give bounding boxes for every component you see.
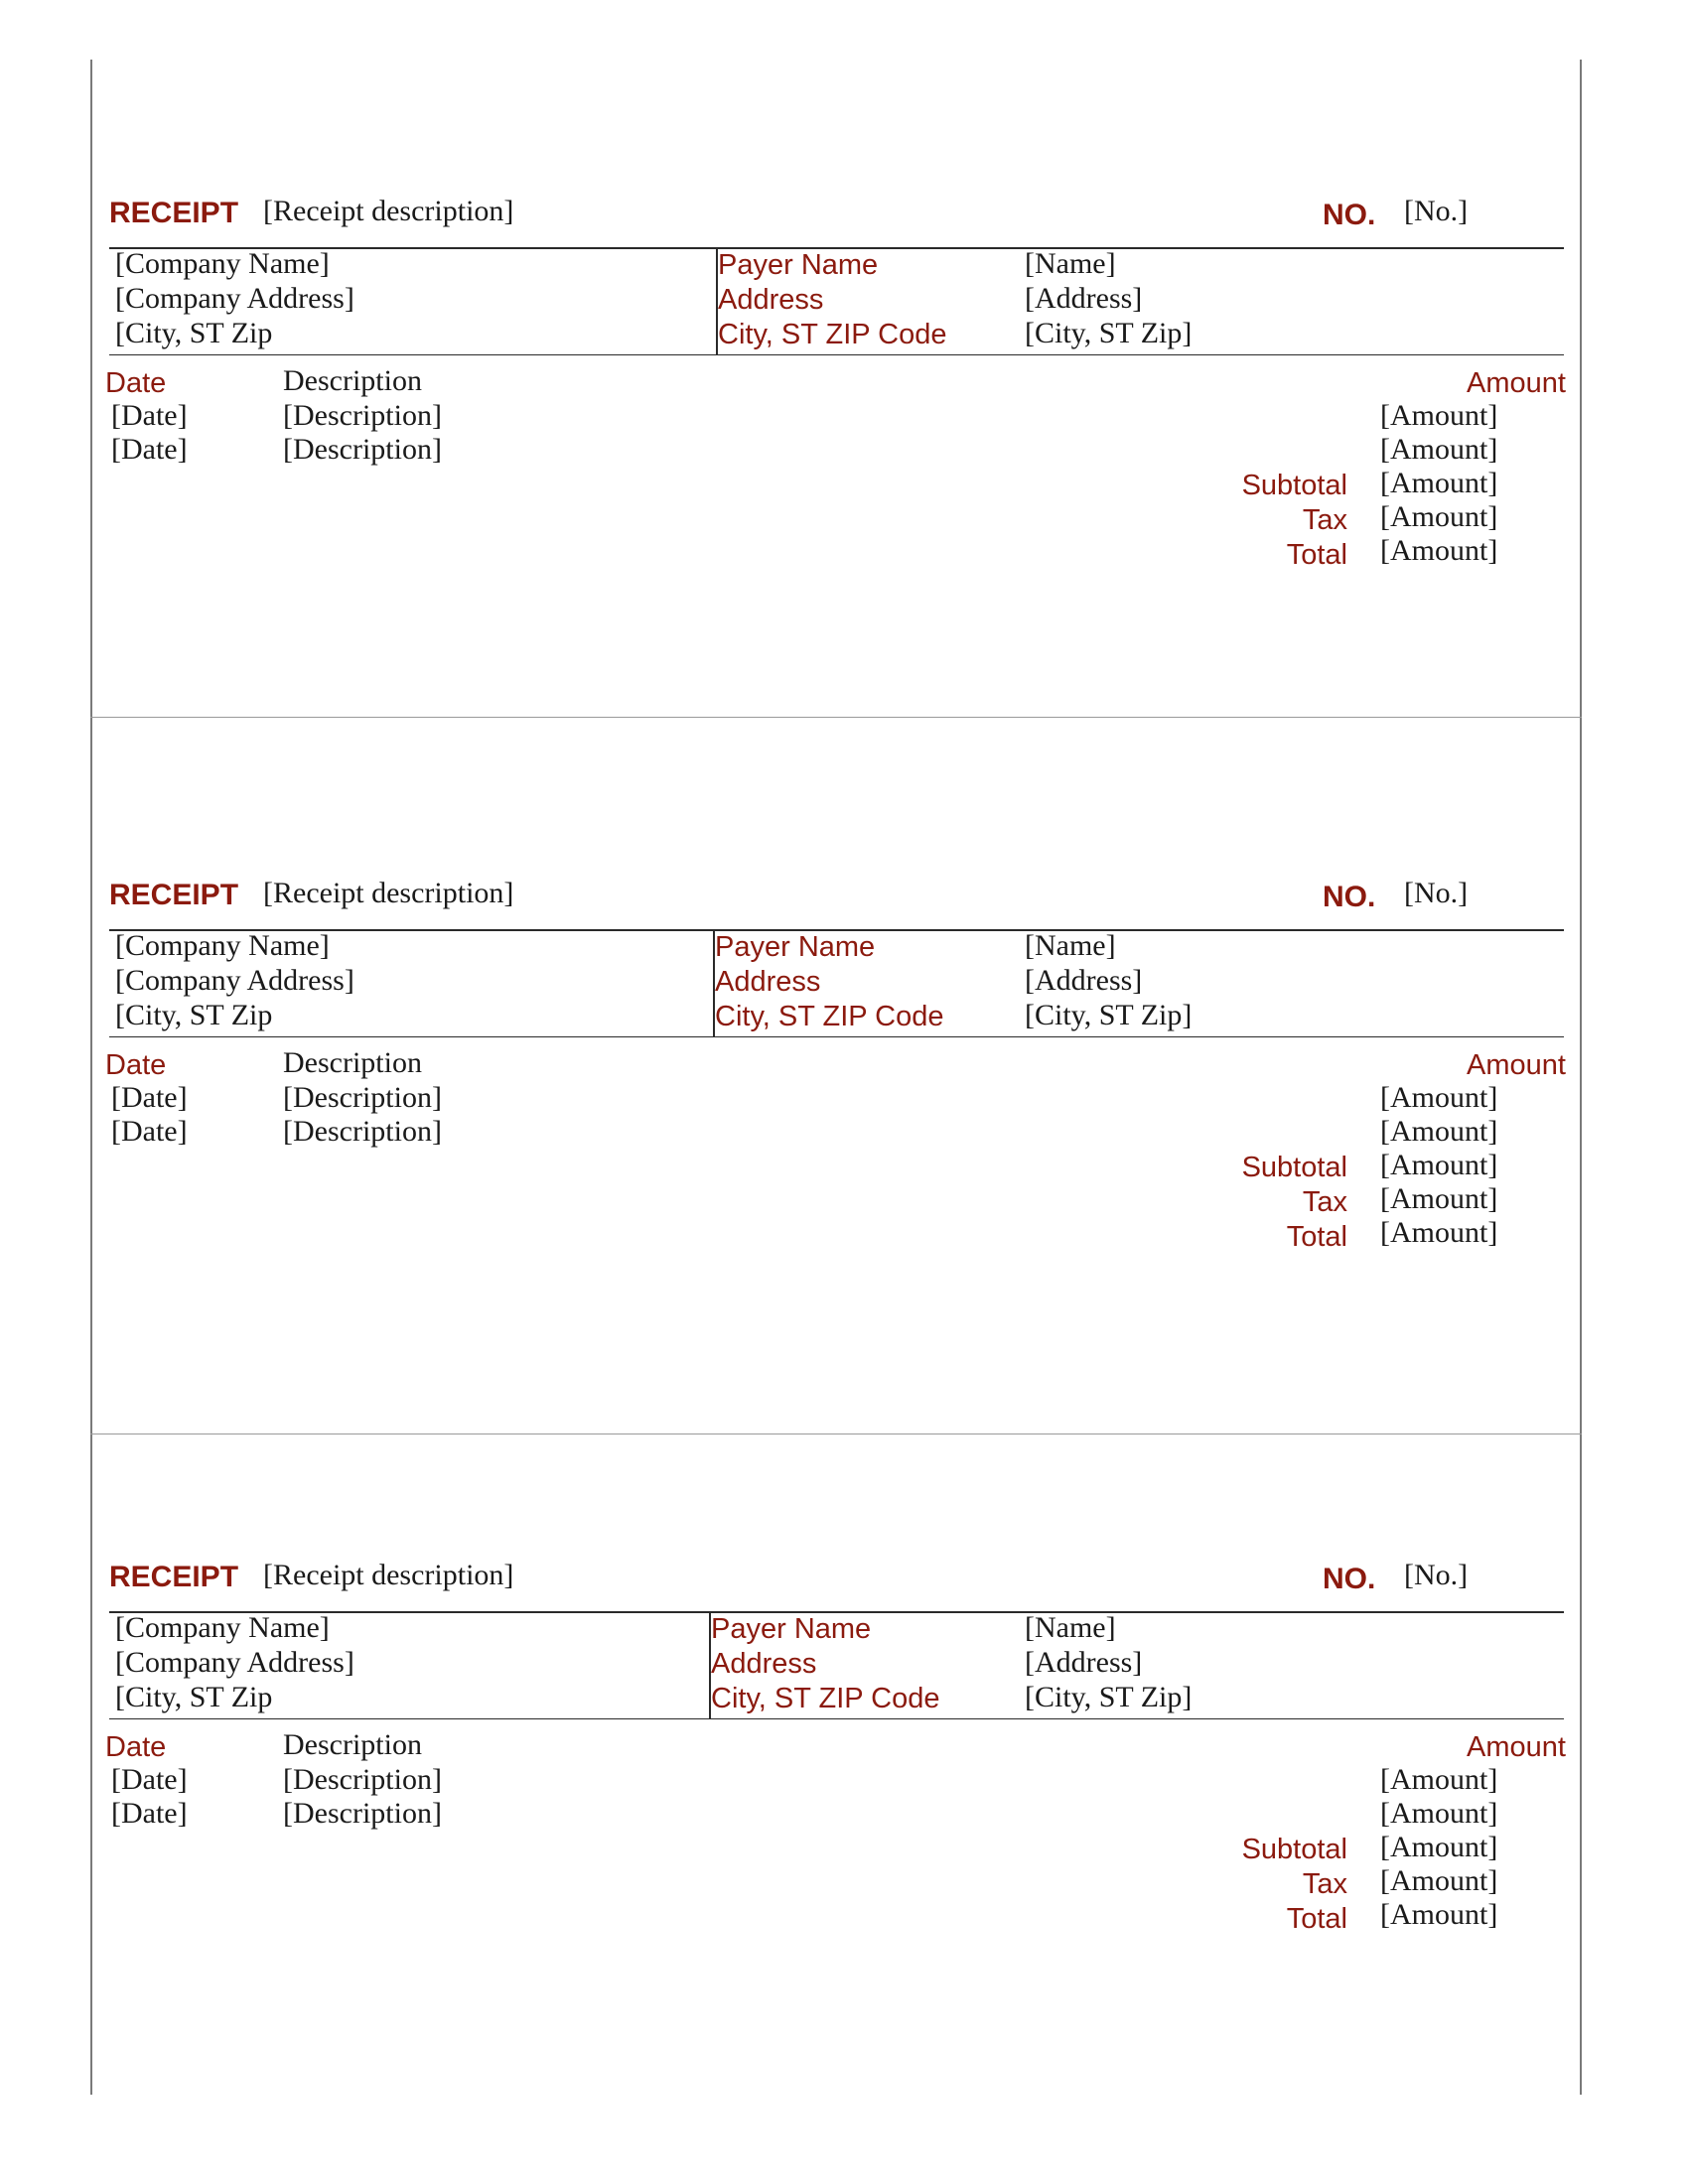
date-column bbox=[111, 399, 188, 467]
summary-labels bbox=[1242, 469, 1347, 573]
tax-amount: [Amount] bbox=[1380, 500, 1498, 533]
total-amount: [Amount] bbox=[1380, 1898, 1498, 1931]
receipt-number-value: [No.] bbox=[1404, 1559, 1469, 1591]
item-amount: [Amount] bbox=[1380, 1115, 1498, 1148]
payer-address-label: Address bbox=[715, 966, 821, 998]
payer-values bbox=[1025, 246, 1192, 350]
tax-label: Tax bbox=[1302, 504, 1347, 536]
payer-name-value: [Name] bbox=[1025, 247, 1116, 280]
company-city: [City, ST Zip bbox=[115, 999, 273, 1031]
date-header: Date bbox=[105, 1049, 167, 1081]
receipt-description: [Receipt description] bbox=[263, 1559, 514, 1591]
tax-label: Tax bbox=[1302, 1186, 1347, 1218]
item-amount: [Amount] bbox=[1380, 1763, 1498, 1796]
subtotal-label: Subtotal bbox=[1241, 470, 1347, 501]
payer-city-label: City, ST ZIP Code bbox=[718, 319, 947, 350]
total-label: Total bbox=[1286, 1221, 1347, 1253]
payer-values bbox=[1025, 928, 1192, 1032]
description-header: Description bbox=[283, 1046, 422, 1079]
payer-address-label: Address bbox=[711, 1648, 817, 1680]
total-amount: [Amount] bbox=[1380, 1216, 1498, 1249]
date-column bbox=[111, 1763, 188, 1831]
item-date: [Date] bbox=[111, 399, 188, 432]
description-column bbox=[283, 399, 442, 467]
receipt-number-label: NO. bbox=[1323, 199, 1376, 231]
company-block bbox=[115, 928, 354, 1032]
company-city: [City, ST Zip bbox=[115, 317, 273, 349]
receipt-title: RECEIPT bbox=[109, 1561, 239, 1593]
company-address: [Company Address] bbox=[115, 282, 354, 315]
amount-column bbox=[1380, 1081, 1497, 1250]
amount-header: Amount bbox=[1467, 1049, 1566, 1081]
payer-labels bbox=[718, 248, 946, 352]
amount-column bbox=[1380, 399, 1497, 568]
payer-address-value: [Address] bbox=[1025, 1646, 1143, 1679]
receipt bbox=[91, 0, 1579, 689]
date-column bbox=[111, 1081, 188, 1149]
date-header: Date bbox=[105, 1731, 167, 1763]
description-header: Description bbox=[283, 364, 422, 397]
payer-name-value: [Name] bbox=[1025, 929, 1116, 962]
company-address: [Company Address] bbox=[115, 964, 354, 997]
summary-labels bbox=[1242, 1151, 1347, 1255]
header-bottom-rule bbox=[109, 1036, 1564, 1037]
payer-city-label: City, ST ZIP Code bbox=[711, 1683, 940, 1714]
item-date: [Date] bbox=[111, 1115, 188, 1148]
date-header: Date bbox=[105, 367, 167, 399]
item-description: [Description] bbox=[283, 433, 442, 466]
company-name: [Company Name] bbox=[115, 1611, 330, 1644]
receipt bbox=[91, 682, 1579, 1371]
description-header: Description bbox=[283, 1728, 422, 1761]
payer-name-label: Payer Name bbox=[715, 931, 876, 963]
item-description: [Description] bbox=[283, 1763, 442, 1796]
payer-city-value: [City, ST Zip] bbox=[1025, 999, 1193, 1031]
item-amount: [Amount] bbox=[1380, 1797, 1498, 1830]
payer-name-label: Payer Name bbox=[711, 1613, 872, 1645]
subtotal-label: Subtotal bbox=[1241, 1834, 1347, 1865]
company-city: [City, ST Zip bbox=[115, 1681, 273, 1713]
description-column bbox=[283, 1763, 442, 1831]
company-name: [Company Name] bbox=[115, 247, 330, 280]
subtotal-amount: [Amount] bbox=[1380, 1149, 1498, 1181]
item-description: [Description] bbox=[283, 399, 442, 432]
right-margin-line bbox=[1580, 60, 1582, 2095]
payer-city-label: City, ST ZIP Code bbox=[715, 1001, 944, 1032]
payer-values bbox=[1025, 1610, 1192, 1714]
receipt-number-label: NO. bbox=[1323, 1563, 1376, 1595]
payer-address-value: [Address] bbox=[1025, 282, 1143, 315]
payer-city-value: [City, ST Zip] bbox=[1025, 317, 1193, 349]
item-date: [Date] bbox=[111, 1081, 188, 1114]
description-column bbox=[283, 1081, 442, 1149]
company-name: [Company Name] bbox=[115, 929, 330, 962]
receipt-description: [Receipt description] bbox=[263, 195, 514, 227]
payer-city-value: [City, ST Zip] bbox=[1025, 1681, 1193, 1713]
item-description: [Description] bbox=[283, 1115, 442, 1148]
header-bottom-rule bbox=[109, 354, 1564, 355]
item-description: [Description] bbox=[283, 1797, 442, 1830]
item-date: [Date] bbox=[111, 1797, 188, 1830]
tax-amount: [Amount] bbox=[1380, 1182, 1498, 1215]
item-description: [Description] bbox=[283, 1081, 442, 1114]
receipt bbox=[91, 1364, 1579, 2053]
payer-address-value: [Address] bbox=[1025, 964, 1143, 997]
receipt-number-value: [No.] bbox=[1404, 195, 1469, 227]
receipt-title: RECEIPT bbox=[109, 197, 239, 229]
payer-labels bbox=[715, 930, 943, 1034]
total-amount: [Amount] bbox=[1380, 534, 1498, 567]
company-address: [Company Address] bbox=[115, 1646, 354, 1679]
subtotal-amount: [Amount] bbox=[1380, 467, 1498, 499]
item-amount: [Amount] bbox=[1380, 1081, 1498, 1114]
payer-name-label: Payer Name bbox=[718, 249, 879, 281]
receipt-title: RECEIPT bbox=[109, 879, 239, 911]
header-bottom-rule bbox=[109, 1718, 1564, 1719]
company-block bbox=[115, 246, 354, 350]
item-amount: [Amount] bbox=[1380, 433, 1498, 466]
amount-header: Amount bbox=[1467, 367, 1566, 399]
amount-column bbox=[1380, 1763, 1497, 1932]
tax-label: Tax bbox=[1302, 1868, 1347, 1900]
total-label: Total bbox=[1286, 1903, 1347, 1935]
summary-labels bbox=[1242, 1833, 1347, 1937]
payer-name-value: [Name] bbox=[1025, 1611, 1116, 1644]
payer-labels bbox=[711, 1612, 939, 1716]
company-block bbox=[115, 1610, 354, 1714]
payer-address-label: Address bbox=[718, 284, 824, 316]
item-amount: [Amount] bbox=[1380, 399, 1498, 432]
subtotal-label: Subtotal bbox=[1241, 1152, 1347, 1183]
amount-header: Amount bbox=[1467, 1731, 1566, 1763]
receipt-number-value: [No.] bbox=[1404, 877, 1469, 909]
total-label: Total bbox=[1286, 539, 1347, 571]
subtotal-amount: [Amount] bbox=[1380, 1831, 1498, 1863]
tax-amount: [Amount] bbox=[1380, 1864, 1498, 1897]
receipt-description: [Receipt description] bbox=[263, 877, 514, 909]
receipt-number-label: NO. bbox=[1323, 881, 1376, 913]
item-date: [Date] bbox=[111, 433, 188, 466]
item-date: [Date] bbox=[111, 1763, 188, 1796]
